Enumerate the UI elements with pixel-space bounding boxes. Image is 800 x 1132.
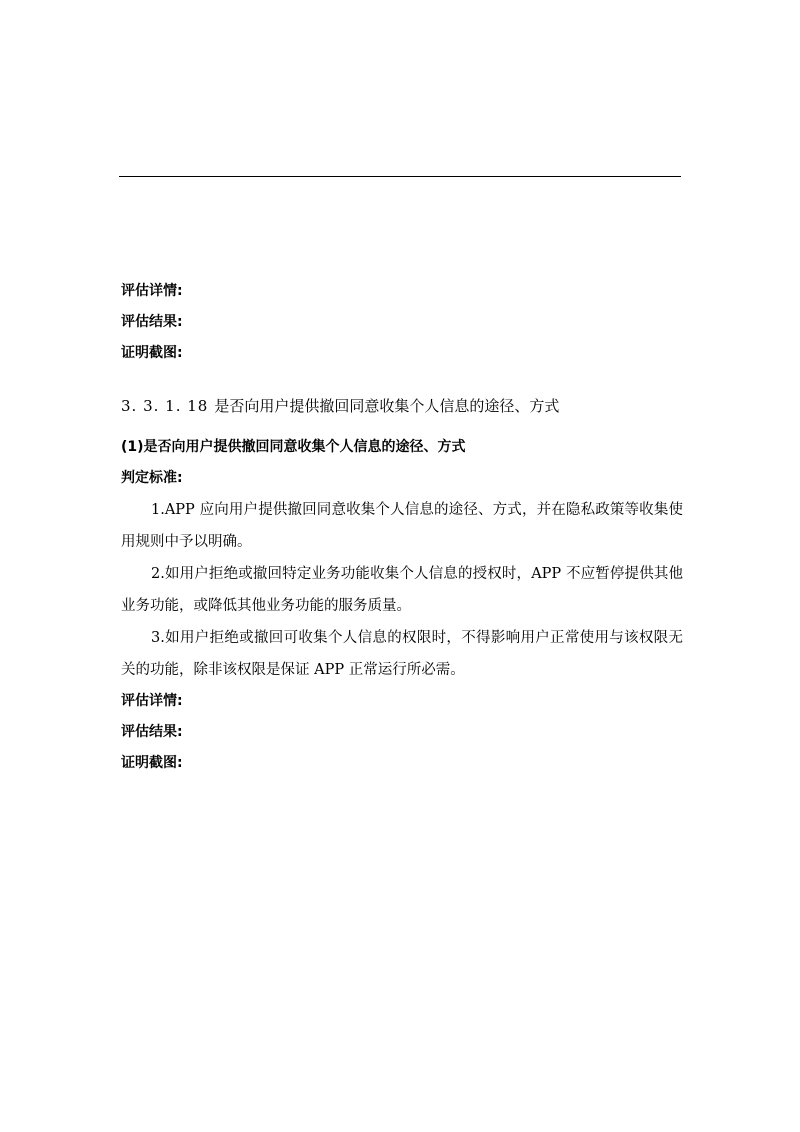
assessment-details-label-2: 评估详情: xyxy=(121,693,183,709)
section-title: 是否向用户提供撤回同意收集个人信息的途径、方式 xyxy=(214,397,560,415)
screenshot-proof-label: 证明截图: xyxy=(121,345,183,361)
section-number: 3. 3. 1. 18 xyxy=(121,397,209,415)
section-heading xyxy=(121,396,683,416)
assessment-result-label: 评估结果: xyxy=(121,314,183,330)
subsection-heading: (1)是否向用户提供撤回同意收集个人信息的途径、方式 xyxy=(121,439,466,455)
assessment-details-label: 评估详情: xyxy=(121,283,183,299)
header-divider xyxy=(119,176,681,177)
criteria-item-3: 3.如用户拒绝或撤回可收集个人信息的权限时，不得影响用户正常使用与该权限无关的功能，除非该权限是保证 APP 正常运行所必需。 xyxy=(121,630,683,678)
criteria-item-2: 2.如用户拒绝或撤回特定业务功能收集个人信息的授权时，APP 不应暂停提供其他业务功能，或降低其他业务功能的服务质量。 xyxy=(121,566,683,614)
criteria-item-1: 1.APP 应向用户提供撤回同意收集个人信息的途径、方式，并在隐私政策等收集使用规则中予以明确。 xyxy=(121,502,683,550)
subsection-block xyxy=(121,432,683,779)
screenshot-proof-label-2: 证明截图: xyxy=(121,755,183,771)
top-assessment-block xyxy=(121,276,683,369)
criteria-label: 判定标准: xyxy=(121,470,183,486)
assessment-result-label-2: 评估结果: xyxy=(121,724,183,740)
